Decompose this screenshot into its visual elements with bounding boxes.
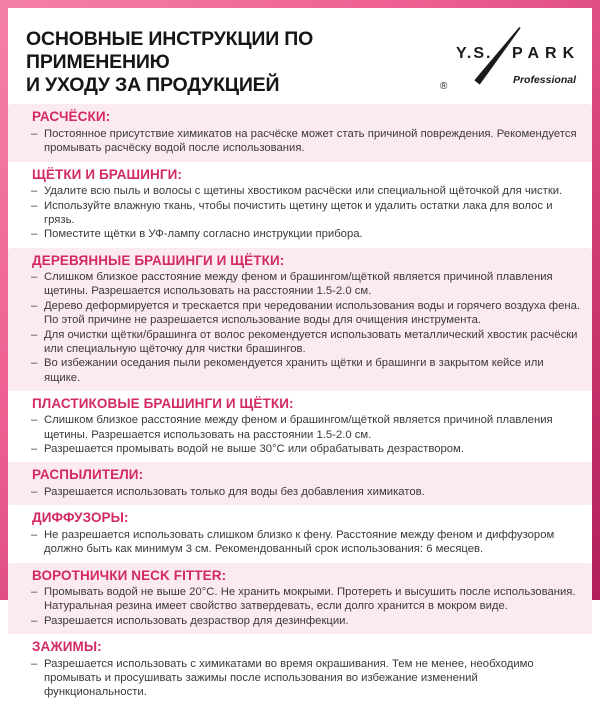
bullet-text: Поместите щётки в УФ-лампу согласно инструкции прибора. xyxy=(44,228,363,241)
bullet-item xyxy=(26,184,582,198)
bullet-item xyxy=(26,413,582,442)
dash-bullet: – xyxy=(31,199,38,212)
bullet-item xyxy=(26,127,582,156)
bullet-item xyxy=(26,528,582,557)
bullet-item xyxy=(26,356,582,385)
logo-brand-ys: Y.S. xyxy=(456,45,493,62)
bullet-list xyxy=(26,270,582,385)
bullet-item xyxy=(26,657,582,700)
dash-bullet: – xyxy=(31,414,38,427)
bullet-text: Разрешается использовать только для воды без добавления химикатов. xyxy=(44,486,425,499)
section-title: РАСПЫЛИТЕЛИ: xyxy=(32,467,144,483)
section-title: ЗАЖИМЫ: xyxy=(32,639,102,655)
page-title xyxy=(26,24,440,96)
bullet-text: Слишком близкое расстояние между феном и брашингом/щёткой является причиной плавления щетины. Разрешается использовать на расстоянии 1.5-2.0 см. xyxy=(44,414,553,441)
bullet-text: Не разрешается использовать слишком близко к фену. Расстояние между феном и диффузором должно быть как минимум 3 см. Рекомендованный срок использования: 6 месяцев. xyxy=(44,528,555,556)
logo-tagline: Professional xyxy=(512,74,576,86)
dash-bullet: – xyxy=(31,328,38,341)
bullet-item xyxy=(26,614,582,628)
dash-bullet: – xyxy=(31,127,38,140)
bullet-item xyxy=(26,585,582,614)
dash-bullet: – xyxy=(31,185,38,198)
dash-bullet: – xyxy=(31,528,38,541)
bullet-text: Используйте влажную ткань, чтобы почистить щетину щеток и удалить остатки лака для волос и грязь. xyxy=(44,199,553,226)
section xyxy=(8,634,592,706)
bullet-item xyxy=(26,227,582,241)
page-title-line2: И УХОДУ ЗА ПРОДУКЦИЕЙ xyxy=(26,73,280,96)
brand-logo xyxy=(440,24,581,92)
instruction-card xyxy=(8,8,592,699)
bullet-text: Удалите всю пыль и волосы с щетины хвостиком расчёски или специальной щёточкой для чистки. xyxy=(44,185,563,198)
bullet-list xyxy=(26,585,582,628)
dash-bullet: – xyxy=(31,486,38,499)
bullet-item xyxy=(26,199,582,228)
section-title: ДЕРЕВЯННЫЕ БРАШИНГИ И ЩЁТКИ: xyxy=(32,252,285,268)
dash-bullet: – xyxy=(31,614,38,627)
dash-bullet: – xyxy=(31,357,38,370)
bullet-list xyxy=(26,657,582,700)
sections xyxy=(8,104,592,705)
registered-mark-icon: ® xyxy=(440,81,448,92)
section-title: ЩЁТКИ И БРАШИНГИ: xyxy=(32,166,183,182)
bullet-text: Постоянное присутствие химикатов на расчёске может стать причиной повреждения. Рекомендуется промывать расчёску водой после использования. xyxy=(44,127,577,155)
section xyxy=(8,505,592,562)
section xyxy=(8,391,592,463)
bullet-text: Дерево деформируется и трескается при чередовании использования воды и горячего воздуха фена. По этой причине не разрешается использование воды для очищения инструмента. xyxy=(44,299,581,327)
bullet-item xyxy=(26,270,582,299)
header xyxy=(8,8,592,104)
section-title: ПЛАСТИКОВЫЕ БРАШИНГИ И ЩЁТКИ: xyxy=(32,395,294,411)
bullet-list xyxy=(26,127,582,156)
bullet-text: Для очистки щётки/брашинга от волос рекомендуется использовать металлический хвостик расчёски или специальную щёточку для чистки брашингов. xyxy=(44,328,578,355)
section-title: ВОРОТНИЧКИ NECK FITTER: xyxy=(32,567,227,583)
bullet-item xyxy=(26,442,582,456)
dash-bullet: – xyxy=(31,586,38,599)
bullet-list xyxy=(26,528,582,557)
bullet-item xyxy=(26,485,582,499)
dash-bullet: – xyxy=(31,271,38,284)
section xyxy=(8,162,592,248)
bullet-list xyxy=(26,184,582,241)
bullet-text: Разрешается использовать с химикатами во время окрашивания. Тем не менее, необходимо промывать и просушивать зажимы после использования во избежание изменений функциональности. xyxy=(44,657,534,699)
dash-bullet: – xyxy=(31,299,38,312)
bullet-item xyxy=(26,328,582,357)
section xyxy=(8,462,592,505)
dash-bullet: – xyxy=(31,657,38,670)
bullet-text: Разрешается использовать дезраствор для дезинфекции. xyxy=(44,614,349,627)
page-title-line1: ОСНОВНЫЕ ИНСТРУКЦИИ ПО ПРИМЕНЕНИЮ xyxy=(26,28,314,73)
bullet-list xyxy=(26,413,582,456)
bullet-text: Промывать водой не выше 20°C. Не хранить мокрыми. Протереть и высушить после использования. Натуральная резина имеет свойство затвердевать, если долго хранится в мокром виде. xyxy=(44,586,576,613)
bullet-text: Во избежании оседания пыли рекомендуется хранить щётки и брашинги в закрытом кейсе или ящике. xyxy=(44,357,544,384)
section xyxy=(8,563,592,635)
bullet-list xyxy=(26,485,582,499)
section-title: ДИФФУЗОРЫ: xyxy=(32,510,129,526)
section xyxy=(8,104,592,161)
bullet-text: Разрешается промывать водой не выше 30°C или обрабатывать дезраствором. xyxy=(44,443,464,456)
dash-bullet: – xyxy=(31,443,38,456)
dash-bullet: – xyxy=(31,228,38,241)
logo-brand-park: PARK xyxy=(512,45,581,62)
bullet-item xyxy=(26,299,582,328)
section-title: РАСЧЁСКИ: xyxy=(32,109,111,125)
bullet-text: Слишком близкое расстояние между феном и брашингом/щёткой является причиной плавления щетины. Разрешается использовать на расстоянии 1.5-2.0 см. xyxy=(44,271,553,298)
section xyxy=(8,248,592,391)
